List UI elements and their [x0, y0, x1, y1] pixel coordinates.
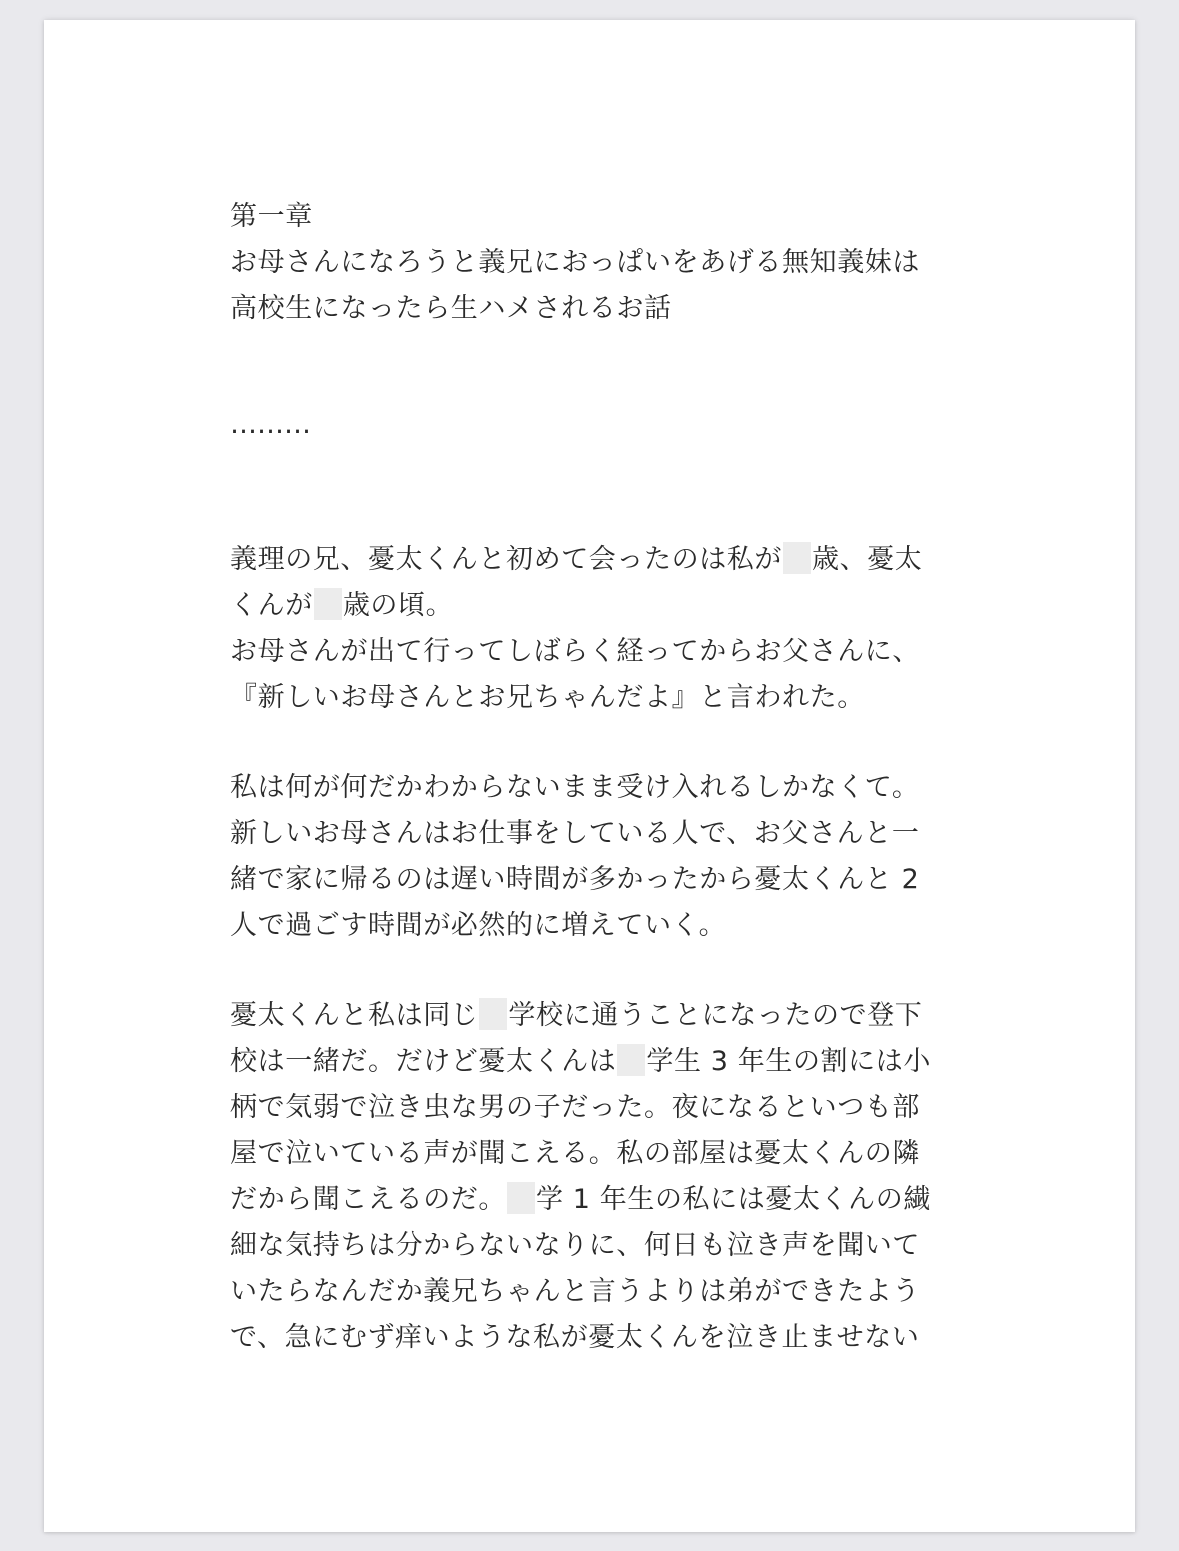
redaction-mask	[617, 1044, 645, 1076]
story-title-line-2: 高校生になったら生ハメされるお話	[230, 293, 672, 324]
chapter-label: 第一章	[230, 201, 313, 232]
redaction-mask	[314, 588, 342, 620]
paragraph-1	[230, 537, 960, 721]
redaction-mask	[479, 998, 507, 1030]
spacer	[230, 721, 960, 765]
text-line: 細な気持ちは分からないなりに、何日も泣き声を聞いて	[230, 1230, 920, 1261]
paragraph-3	[230, 993, 960, 1361]
section-separator: ………	[230, 409, 311, 440]
text-line: 校は一緒だ。だけど憂太くんは 学生 3 年生の割には小	[230, 1046, 931, 1077]
redaction-mask	[507, 1182, 535, 1214]
spacer	[230, 949, 960, 993]
text-line: だから聞こえるのだ。 学 1 年生の私には憂太くんの繊	[230, 1184, 931, 1215]
text-line: くんが 歳の頃。	[230, 590, 454, 621]
text-line: 義理の兄、憂太くんと初めて会ったのは私が 歳、憂太	[230, 544, 923, 575]
story-title-line-1: お母さんになろうと義兄におっぱいをあげる無知義妹は	[230, 247, 920, 278]
redaction-mask	[783, 542, 811, 574]
spacer	[230, 448, 960, 537]
text-line: 私は何が何だかわからないまま受け入れるしかなくて。	[230, 772, 920, 803]
spacer	[230, 332, 960, 402]
paragraph-2	[230, 765, 960, 949]
text-line: 屋で泣いている声が聞こえる。私の部屋は憂太くんの隣	[230, 1138, 920, 1169]
text-line: お母さんが出て行ってしばらく経ってからお父さんに、	[230, 636, 920, 667]
text-line: いたらなんだか義兄ちゃんと言うよりは弟ができたよう	[230, 1276, 920, 1307]
text-line: 憂太くんと私は同じ 学校に通うことになったので登下	[230, 1000, 923, 1031]
text-line: 『新しいお母さんとお兄ちゃんだよ』と言われた。	[230, 682, 865, 713]
text-line: 新しいお母さんはお仕事をしている人で、お父さんと一	[230, 818, 920, 849]
text-line: 柄で気弱で泣き虫な男の子だった。夜になるといつも部	[230, 1092, 920, 1123]
text-line: 緒で家に帰るのは遅い時間が多かったから憂太くんと 2	[230, 864, 920, 895]
document-body	[230, 194, 960, 1361]
text-line: で、急にむず痒いような私が憂太くんを泣き止ませない	[230, 1322, 920, 1353]
document-page	[44, 20, 1135, 1532]
text-line: 人で過ごす時間が必然的に増えていく。	[230, 910, 727, 941]
